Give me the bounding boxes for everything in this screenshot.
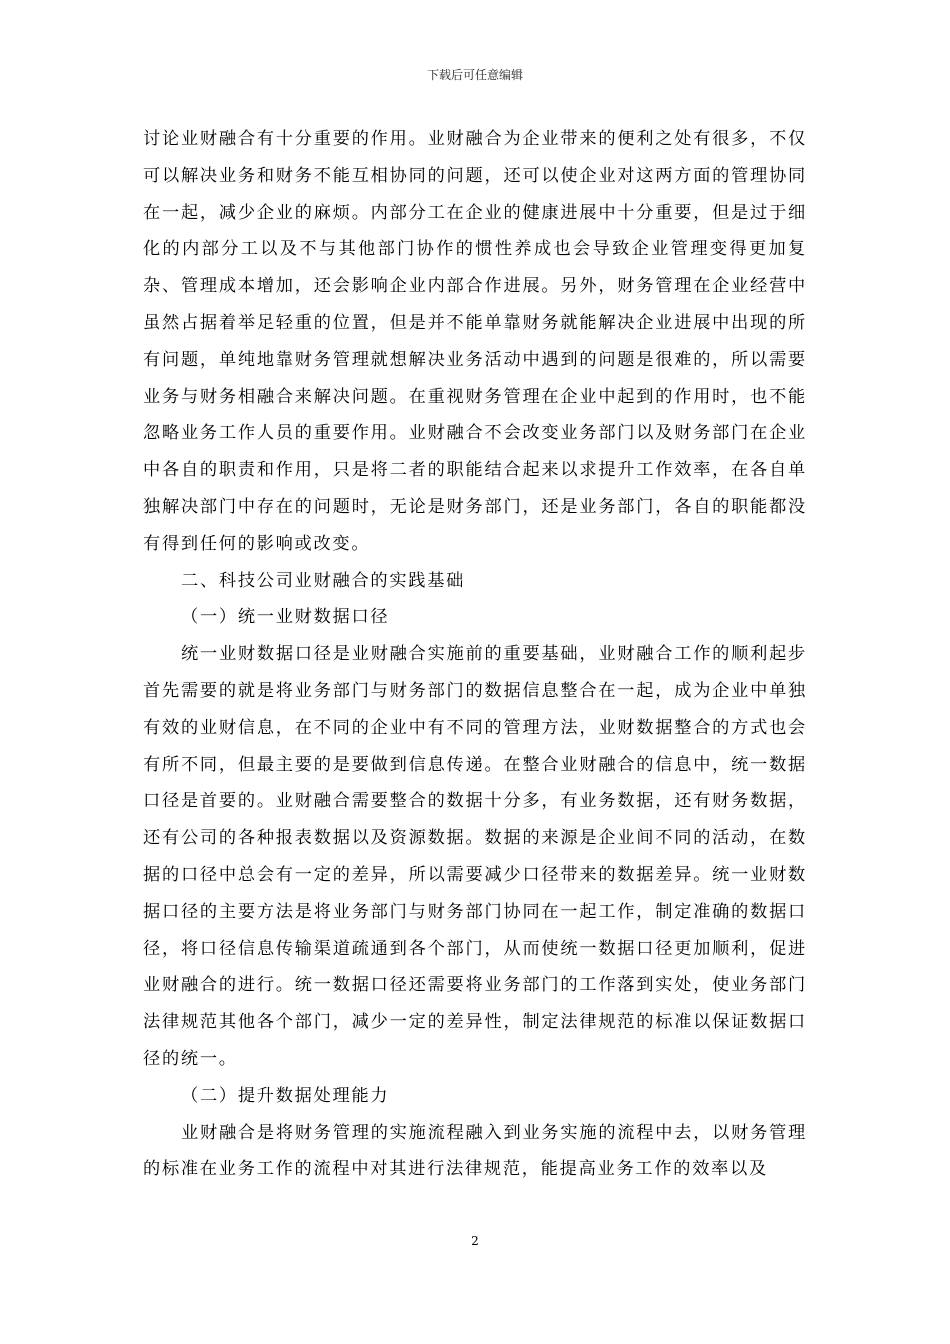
- subsection-heading-2: （二）提升数据处理能力: [181, 1085, 390, 1106]
- page-header: 下载后可任意编辑: [426, 68, 523, 82]
- document-body: [143, 121, 807, 1188]
- section-heading: 二、科技公司业财融合的实践基础: [181, 570, 466, 591]
- paragraph-continued: 讨论业财融合有十分重要的作用。业财融合为企业带来的便利之处有很多，不仅可以解决业务和财务不能互相协同的问题，还可以使企业对这两方面的管理协同在一起，减少企业的麻烦。内部分工在企业的健康进展中十分重要，但是过于细化的内部分工以及不与其他部门协作的惯性养成也会导致企业管理变得更加复杂、管理成本增加，还会影响企业内部合作进展。另外，财务管理在企业经营中虽然占据着举足轻重的位置，但是并不能单靠财务就能解决企业进展中出现的所有问题，单纯地靠财务管理就想解决业务活动中遇到的问题是很难的，所以需要业务与财务相融合来解决问题。在重视财务管理在企业中起到的作用时，也不能忽略业务工作人员的重要作用。业财融合不会改变业务部门以及财务部门在企业中各自的职责和作用，只是将二者的职能结合起来以求提升工作效率，在各自单独解决部门中存在的问题时，无论是财务部门，还是业务部门，各自的职能都没有得到任何的影响或改变。: [143, 129, 807, 554]
- page-number: 2: [471, 1234, 479, 1248]
- paragraph-data-processing: 业财融合是将财务管理的实施流程融入到业务实施的流程中去，以财务管理的标准在业务工作的流程中对其进行法律规范，能提高业务工作的效率以及: [143, 1122, 807, 1180]
- subsection-heading-1: （一）统一业财数据口径: [181, 607, 390, 628]
- paragraph-data-caliber: 统一业财数据口径是业财融合实施前的重要基础，业财融合工作的顺利起步首先需要的就是将业务部门与财务部门的数据信息整合在一起，成为企业中单独有效的业财信息，在不同的企业中有不同的管理方法，业财数据整合的方式也会有所不同，但最主要的是要做到信息传递。在整合业财融合的信息中，统一数据口径是首要的。业财融合需要整合的数据十分多，有业务数据，还有财务数据，还有公司的各种报表数据以及资源数据。数据的来源是企业间不同的活动，在数据的口径中总会有一定的差异，所以需要减少口径带来的数据差异。统一业财数据口径的主要方法是将业务部门与财务部门协同在一起工作，制定准确的数据口径，将口径信息传输渠道疏通到各个部门，从而使统一数据口径更加顺利，促进业财融合的进行。统一数据口径还需要将业务部门的工作落到实处，使业务部门法律规范其他各个部门，减少一定的差异性，制定法律规范的标准以保证数据口径的统一。: [143, 644, 807, 1069]
